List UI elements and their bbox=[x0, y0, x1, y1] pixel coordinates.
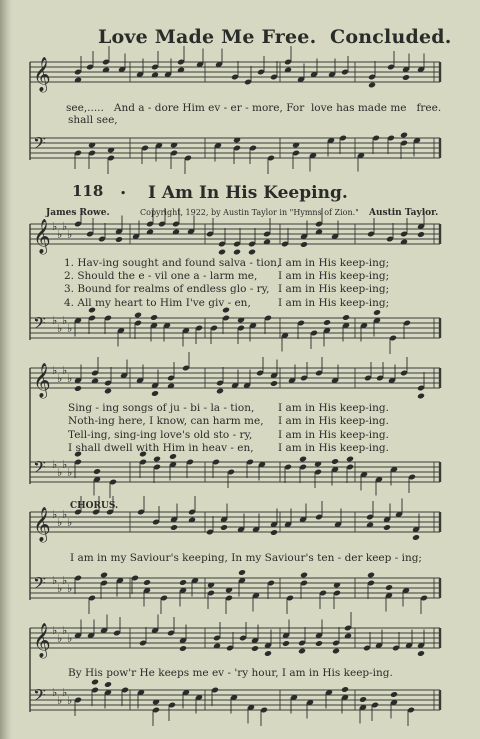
flat-sign-icon: ♭ bbox=[52, 220, 58, 233]
top-lyric-line2: shall see, bbox=[68, 114, 118, 126]
chorus-lyric-line1: I am in my Saviour's keeping, In my Saviour's ten - der keep - ing; bbox=[70, 552, 422, 564]
treble-clef-icon: 𝄞 bbox=[33, 507, 51, 542]
flat-sign-icon: ♭ bbox=[57, 632, 63, 645]
hymn-title: I Am In His Keeping. bbox=[148, 183, 348, 203]
flat-sign-icon: ♭ bbox=[52, 364, 58, 377]
hymn-number-dot: . bbox=[120, 178, 127, 199]
verse-line: 4. All my heart to Him I've giv - en, bbox=[64, 296, 251, 309]
flat-sign-icon: ♭ bbox=[62, 314, 68, 327]
flat-sign-icon: ♭ bbox=[67, 466, 73, 479]
flat-sign-icon: ♭ bbox=[62, 220, 68, 233]
hymn-number: 118 bbox=[72, 182, 104, 200]
verses-block-a bbox=[64, 257, 280, 310]
treble-clef-icon: 𝄞 bbox=[33, 363, 51, 398]
bass-clef-icon: 𝄢 bbox=[33, 685, 46, 709]
flat-sign-icon: ♭ bbox=[52, 458, 58, 471]
flat-sign-icon: ♭ bbox=[57, 516, 63, 529]
verses-refrain-a bbox=[278, 257, 389, 310]
verse-line: 3. Bound for realms of endless glo - ry, bbox=[64, 283, 270, 296]
treble-clef-icon: 𝄞 bbox=[33, 219, 51, 254]
refrain-line: I am in His keep-ing. bbox=[278, 402, 389, 414]
flat-sign-icon: ♭ bbox=[67, 228, 73, 241]
flat-sign-icon: ♭ bbox=[62, 624, 68, 637]
verses-refrain-b bbox=[278, 402, 389, 456]
flat-sign-icon: ♭ bbox=[57, 466, 63, 479]
flat-sign-icon: ♭ bbox=[62, 686, 68, 699]
verse-line: 1. Hav-ing sought and found salva - tion, bbox=[64, 257, 281, 269]
verse-line: Sing - ing songs of ju - bi - la - tion, bbox=[68, 402, 255, 414]
flat-sign-icon: ♭ bbox=[67, 632, 73, 645]
verse-line: Tell-ing, sing-ing love's old sto - ry, bbox=[68, 428, 253, 441]
flat-sign-icon: ♭ bbox=[57, 228, 63, 241]
refrain-line: I am in His keep-ing. bbox=[278, 442, 389, 455]
verses-block-b bbox=[68, 402, 264, 456]
flat-sign-icon: ♭ bbox=[52, 314, 58, 327]
refrain-line: I am in His keep-ing; bbox=[278, 296, 390, 309]
flat-sign-icon: ♭ bbox=[52, 624, 58, 637]
bass-clef-icon: 𝄢 bbox=[33, 313, 46, 337]
flat-sign-icon: ♭ bbox=[62, 364, 68, 377]
flat-sign-icon: ♭ bbox=[67, 694, 73, 707]
verse-line: I shall dwell with Him in heav - en, bbox=[68, 442, 254, 455]
flat-sign-icon: ♭ bbox=[67, 372, 73, 385]
flat-sign-icon: ♭ bbox=[52, 686, 58, 699]
refrain-line: I am in His keep-ing. bbox=[278, 428, 389, 441]
bass-clef-icon: 𝄢 bbox=[33, 573, 46, 597]
chorus-label: CHORUS. bbox=[70, 501, 119, 511]
flat-sign-icon: ♭ bbox=[62, 508, 68, 521]
flat-sign-icon: ♭ bbox=[57, 372, 63, 385]
copyright-notice: Copyright, 1922, by Austin Taylor in "Hymns of Zion." bbox=[140, 208, 359, 217]
flat-sign-icon: ♭ bbox=[62, 574, 68, 587]
refrain-line: I am in His keep-ing; bbox=[278, 270, 390, 283]
treble-clef-icon: 𝄞 bbox=[33, 57, 51, 92]
top-lyric-line1: see,..... And a - dore Him ev - er - more, For love has made me free. bbox=[66, 102, 442, 114]
chorus-lyric-line2: By His pow'r He keeps me ev - 'ry hour, I am in His keep-ing. bbox=[68, 667, 393, 679]
flat-sign-icon: ♭ bbox=[57, 582, 63, 595]
verse-line: Noth-ing here, I know, can harm me, bbox=[68, 415, 264, 428]
flat-sign-icon: ♭ bbox=[67, 582, 73, 595]
refrain-line: I am in His keep-ing; bbox=[278, 283, 390, 296]
flat-sign-icon: ♭ bbox=[67, 516, 73, 529]
treble-clef-icon: 𝄞 bbox=[33, 623, 51, 658]
refrain-line: I am in His keep-ing. bbox=[278, 415, 389, 428]
lyricist-credit: James Rowe. bbox=[46, 208, 110, 218]
bass-clef-icon: 𝄢 bbox=[33, 133, 46, 157]
verse-line: 2. Should the e - vil one a - larm me, bbox=[64, 270, 258, 283]
flat-sign-icon: ♭ bbox=[57, 694, 63, 707]
bass-clef-icon: 𝄢 bbox=[33, 457, 46, 481]
flat-sign-icon: ♭ bbox=[52, 508, 58, 521]
flat-sign-icon: ♭ bbox=[57, 322, 63, 335]
refrain-line: I am in His keep-ing; bbox=[278, 257, 390, 269]
flat-sign-icon: ♭ bbox=[62, 458, 68, 471]
composer-credit: Austin Taylor. bbox=[369, 208, 439, 218]
flat-sign-icon: ♭ bbox=[67, 322, 73, 335]
flat-sign-icon: ♭ bbox=[52, 574, 58, 587]
top-title: Love Made Me Free. Concluded. bbox=[98, 26, 452, 48]
